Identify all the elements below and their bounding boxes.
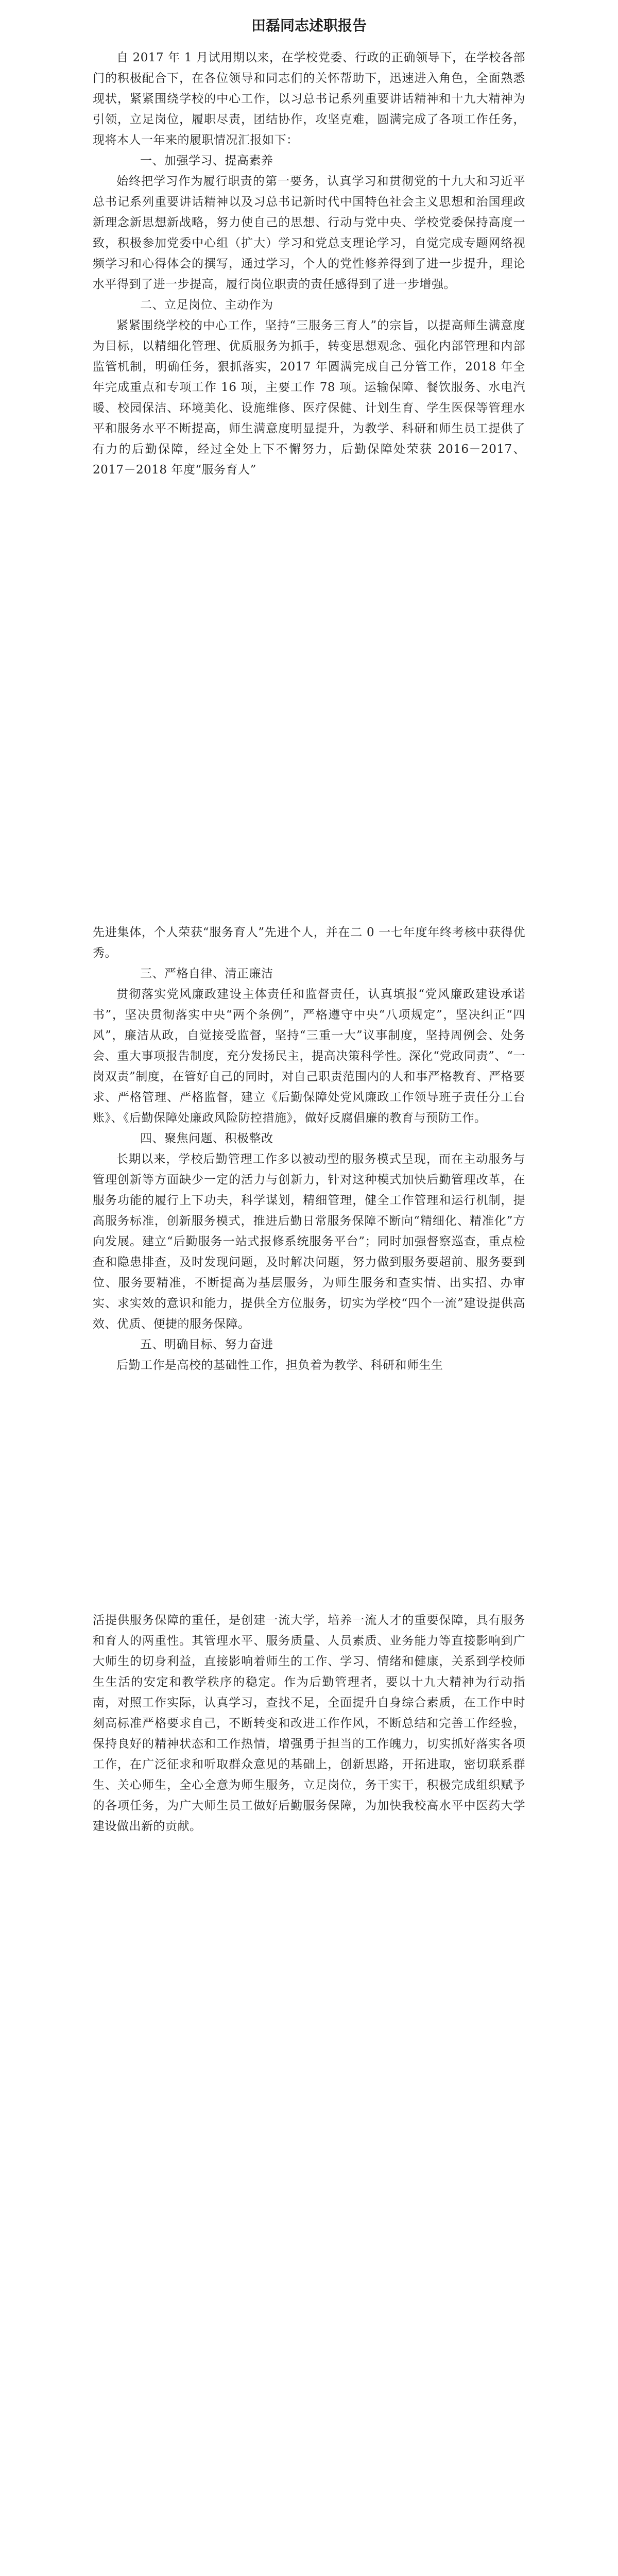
paragraph-post: 紧紧围绕学校的中心工作，坚持“三服务三育人”的宗旨，以提高师生满意度为目标，以精细化管理、优质服务为抓手，转变思想观念、强化内部管理和内部监管机制，明确任务，狠抓落实，2017 年圆满完成自己分管工作，2018 年全年完成重点和专项工作 16 项，主要工作 78 项。运输保障、餐饮服务、水电汽暖、校园保洁、环境美化、设施维修、医疗保健、计划生育、学生医保等管理水平和服务水平不断提高，师生满意度明显提升，为教学、科研和师生员工提供了有力的后勤保障，经过全处上下不懈努力，后勤保障处荣获 2016－2017、2017－2018 年度“服务育人” xyxy=(93,319,525,477)
section-heading-post: 二、立足岗位、主动作为 xyxy=(140,298,273,312)
paragraph-post-continued: 先进集体，个人荣获“服务育人”先进个人，并在二 0 一七年度年终考核中获得优秀。 xyxy=(93,926,525,960)
paragraph-study: 始终把学习作为履行职责的第一要务，认真学习和贯彻党的十九大和习近平总书记系列重要讲话精神以及习总书记新时代中国特色社会主义思想和治国理政新理念新思想新战略，努力使自己的思想、行动与党中央、学校党委保持高度一致，积极参加党委中心组（扩大）学习和党总支理论学习，自觉完成专题网络视频学习和心得体会的撰写，通过学习，个人的党性修养得到了进一步提升，理论水平得到了进一步提高，履行岗位职责的责任感得到了进一步增强。 xyxy=(93,175,525,291)
document-title: 田磊同志述职报告 xyxy=(251,17,367,34)
report-section-3 xyxy=(93,1610,525,1837)
section-heading-goals: 五、明确目标、努力奋进 xyxy=(140,1338,273,1351)
paragraph-goals-start: 后勤工作是高校的基础性工作，担负着为教学、科研和师生生 xyxy=(116,1359,443,1372)
section-heading-study: 一、加强学习、提高素养 xyxy=(140,154,273,167)
paragraph-rectification: 长期以来，学校后勤管理工作多以被动型的服务模式呈现，而在主动服务与管理创新等方面缺少一定的活力与创新力，针对这种模式加快后勤管理改革，在服务功能的履行上下功夫，科学谋划，精细管理，健全工作管理和运行机制，提高服务标准，创新服务模式，推进后勤日常服务保障不断向“精细化、精准化”方向发展。建立“后勤服务一站式报修系统服务平台”；同时加强督察巡查，重点检查和隐患排查，及时发现问题，及时解决问题，努力做到服务要超前、服务要到位、服务要精准，不断提高为基层服务，为师生服务和查实情、出实招、办审实、求实效的意识和能力，提供全方位服务，切实为学校“四个一流”建设提供高效、优质、便捷的服务保障。 xyxy=(93,1153,525,1331)
section-heading-discipline: 三、严格自律、清正廉洁 xyxy=(140,967,273,980)
paragraph-goals-continued: 活提供服务保障的重任，是创建一流大学，培养一流人才的重要保障，具有服务和育人的两重性。其管理水平、服务质量、人员素质、业务能力等直接影响到广大师生的切身利益，直接影响着师生的工作、学习、情绪和健康，关系到学校师生生活的安定和教学秩序的稳定。作为后勤管理者，要以十九大精神为行动指南，对照工作实际，认真学习，查找不足，全面提升自身综合素质，在工作中时刻高标准严格要求自己，不断转变和改进工作作风，不断总结和完善工作经验，保持良好的精神状态和工作热情，增强勇于担当的工作魄力，切实抓好落实各项工作，在广泛征求和听取群众意见的基础上，创新思路，开拓进取，密切联系群生、关心师生，全心全意为师生服务，立足岗位，务干实干，积极完成组织赋予的各项任务，为广大师生员工做好后勤服务保障，为加快我校高水平中医药大学建设做出新的贡献。 xyxy=(93,1614,525,1833)
intro-paragraph: 自 2017 年 1 月试用期以来，在学校党委、行政的正确领导下，在学校各部门的积极配合下，在各位领导和同志们的关怀帮助下，迅速进入角色，全面熟悉现状，紧紧围绕学校的中心工作，以习总书记系列重要讲话精神和十九大精神为引领，立足岗位，履职尽责，团结协作，攻坚克难，圆满完成了各项工作任务，现将本人一年来的履职情况汇报如下： xyxy=(93,51,525,147)
section-heading-rectification: 四、聚焦问题、积极整改 xyxy=(140,1132,273,1145)
report-section-2 xyxy=(93,922,525,1376)
report-section-1 xyxy=(93,47,525,480)
paragraph-discipline: 贯彻落实党风廉政建设主体责任和监督责任，认真填报“党风廉政建设承诺书”，坚决贯彻落实中央“两个条例”，严格遵守中央“八项规定”，坚决纠正“四风”，廉洁从政，自觉接受监督，坚持“三重一大”议事制度，坚持周例会、处务会、重大事项报告制度，充分发扬民主，提高决策科学性。深化“党政同责”、“一岗双责”制度，在管好自己的同时，对自己职责范围内的人和事严格教育、严格要求、严格管理、严格监督，建立《后勤保障处党风廉政工作领导班子责任分工台账》、《后勤保障处廉政风险防控措施》，做好反腐倡廉的教育与预防工作。 xyxy=(93,988,525,1125)
